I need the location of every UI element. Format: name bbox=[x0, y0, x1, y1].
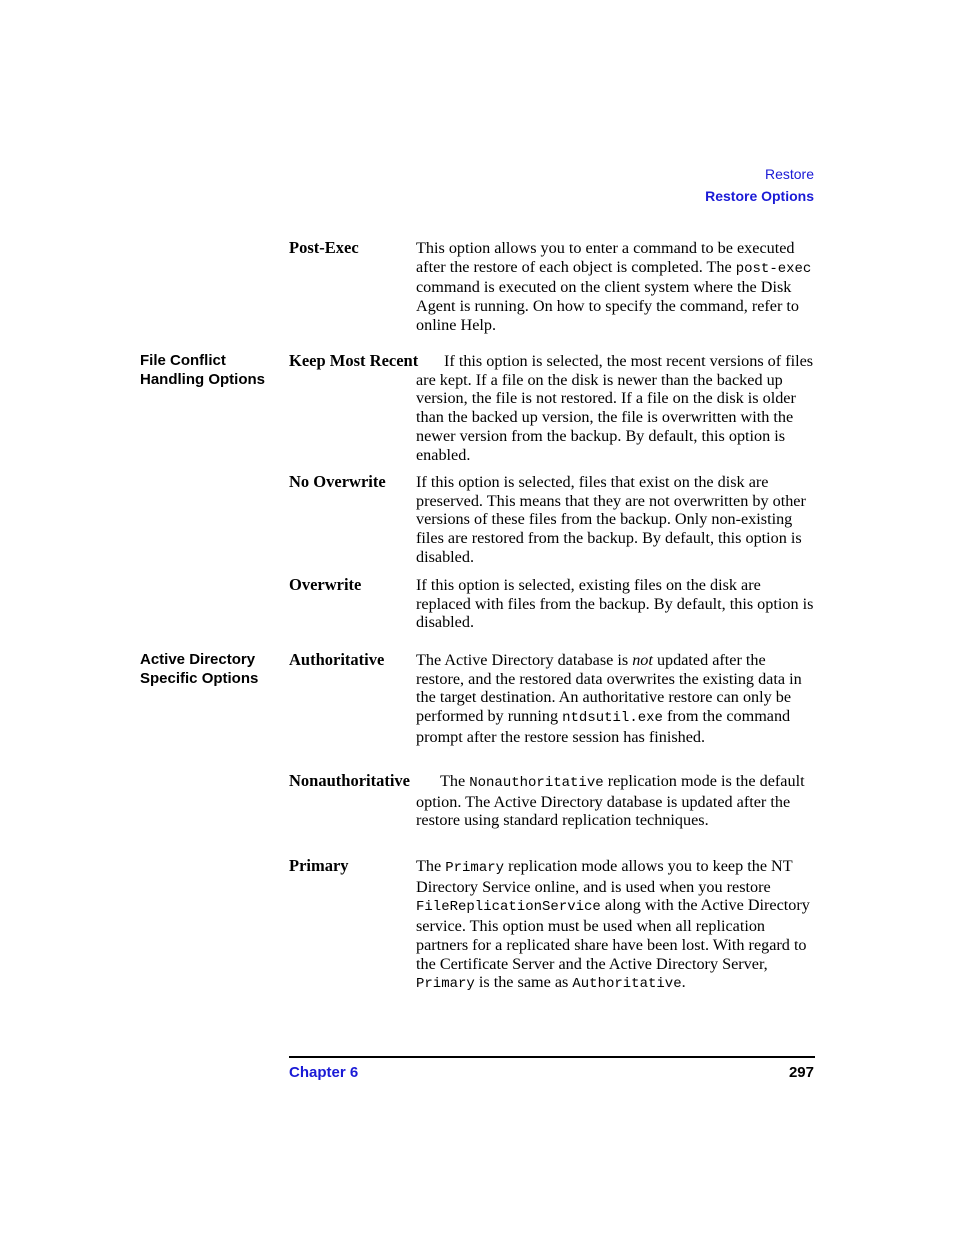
section-heading-file-conflict: File Conflict Handling Options bbox=[140, 352, 265, 388]
running-header-subsection: Restore Options bbox=[705, 188, 814, 204]
desc-keep-most-recent: If this option is selected, the most recent versions of files are kept. If a file on the disk is newer than the backed up version, the file is not restored. If a file on the disk is older than the backed up version, the file is overwritten with the newer version from the backup. By default, this option is enabled. bbox=[416, 352, 814, 464]
term-overwrite: Overwrite bbox=[289, 575, 362, 594]
desc-primary: The Primary replication mode allows you to keep the NT Directory Service online, and is used when you restore FileReplicationService along with the Active Directory service. This option must be used when all replication partners for a replicated share have been lost. With regard to the Certificate Server and the Active Directory Server, Primary is the same as Authoritative. bbox=[416, 857, 810, 993]
desc-overwrite: If this option is selected, existing files on the disk are replaced with files from the backup. By default, this option is disabled. bbox=[416, 576, 814, 632]
running-header-section: Restore bbox=[764, 166, 814, 182]
term-authoritative: Authoritative bbox=[289, 650, 385, 669]
term-post-exec: Post-Exec bbox=[289, 238, 359, 257]
code-primary: Primary bbox=[445, 860, 505, 876]
code-ntdsutil: ntdsutil.exe bbox=[562, 710, 663, 727]
desc-post-exec: This option allows you to enter a command to be executed after the restore of each object is completed. The post-exec command is executed on the client system where the Disk Agent is running. On how to specify the command, refer to online Help. bbox=[416, 239, 812, 334]
footer-page-number: 297 bbox=[788, 1064, 814, 1081]
code-authoritative: Authoritative bbox=[572, 976, 682, 993]
footer-rule bbox=[289, 1056, 815, 1058]
term-keep-most-recent: Keep Most Recent bbox=[289, 351, 419, 370]
section-heading-active-directory: Active Directory Specific Options bbox=[140, 651, 259, 687]
code-nonauthoritative: Nonauthoritative bbox=[469, 775, 604, 791]
term-primary: Primary bbox=[289, 856, 349, 875]
code-post-exec: post-exec bbox=[735, 260, 812, 277]
code-primary-2: Primary bbox=[416, 976, 475, 993]
desc-authoritative: The Active Directory database is not updated after the restore, and the restored data overwrites the existing data in the target destination. An authoritative restore can only be performed by running ntdsutil.exe from the command prompt after the restore session has finished. bbox=[416, 651, 802, 746]
footer-chapter: Chapter 6 bbox=[289, 1064, 359, 1081]
desc-nonauthoritative: The Nonauthoritative replication mode is the default option. The Active Directory database is updated after the restore using standard replication techniques. bbox=[416, 772, 805, 830]
desc-no-overwrite: If this option is selected, files that exist on the disk are preserved. This means that they are not overwritten by other versions of these files from the backup. Only non-existing files are restored from the backup. By default, this option is disabled. bbox=[416, 473, 806, 566]
code-filereplicationservice: FileReplicationService bbox=[416, 899, 601, 916]
term-no-overwrite: No Overwrite bbox=[289, 472, 386, 491]
term-nonauthoritative: Nonauthoritative bbox=[289, 771, 410, 790]
